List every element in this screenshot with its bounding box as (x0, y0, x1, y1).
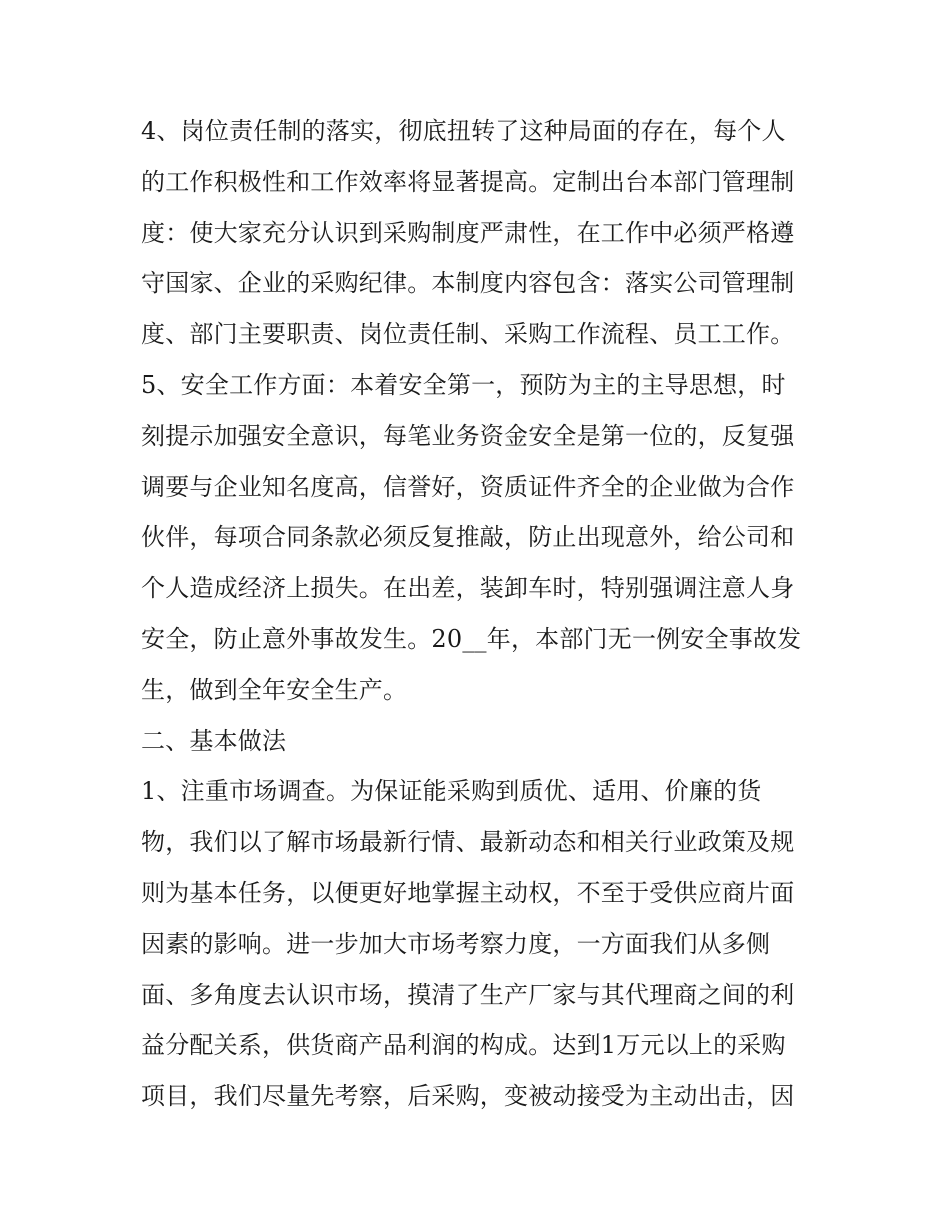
paragraph-line: 因素的影响。进一步加大市场考察力度，一方面我们从多侧 (141, 929, 771, 958)
paragraph-line: 5、安全工作方面：本着安全第一，预防为主的主导思想，时 (141, 370, 786, 399)
paragraph-line: 守国家、企业的采购纪律。本制度内容包含：落实公司管理制 (141, 269, 795, 298)
paragraph-line: 安全，防止意外事故发生。20__年，本部门无一例安全事故发 (141, 624, 802, 653)
document-body (141, 106, 831, 1122)
paragraph-line: 个人造成经济上损失。在出差，装卸车时，特别强调注意人身 (141, 574, 795, 603)
paragraph-line: 物，我们以了解市场最新行情、最新动态和相关行业政策及规 (141, 828, 795, 857)
paragraph-line: 伙伴，每项合同条款必须反复推敲，防止出现意外，给公司和 (141, 523, 795, 552)
paragraph-line: 4、岗位责任制的落实，彻底扭转了这种局面的存在，每个人 (141, 117, 786, 145)
paragraph-line: 益分配关系，供货商产品利润的构成。达到1万元以上的采购 (141, 1031, 786, 1060)
paragraph-line: 的工作积极性和工作效率将显著提高。定制出台本部门管理制 (141, 167, 795, 196)
paragraph-line: 项目，我们尽量先考察，后采购，变被动接受为主动出击，因 (141, 1082, 795, 1111)
paragraph-line: 度：使大家充分认识到采购制度严肃性，在工作中必须严格遵 (141, 218, 795, 247)
paragraph-line: 面、多角度去认识市场，摸清了生产厂家与其代理商之间的利 (141, 980, 795, 1009)
paragraph-line: 度、部门主要职责、岗位责任制、采购工作流程、员工工作。 (141, 320, 795, 349)
paragraph-line: 调要与企业知名度高，信誉好，资质证件齐全的企业做为合作 (141, 472, 795, 501)
paragraph-line: 则为基本任务，以便更好地掌握主动权，不至于受供应商片面 (141, 878, 795, 907)
paragraph-line: 刻提示加强安全意识，每笔业务资金安全是第一位的，反复强 (141, 421, 795, 450)
section-heading: 二、基本做法 (141, 726, 287, 755)
paragraph-line: 1、注重市场调查。为保证能采购到质优、适用、价廉的货 (141, 777, 762, 806)
paragraph-line: 生，做到全年安全生产。 (141, 675, 408, 704)
